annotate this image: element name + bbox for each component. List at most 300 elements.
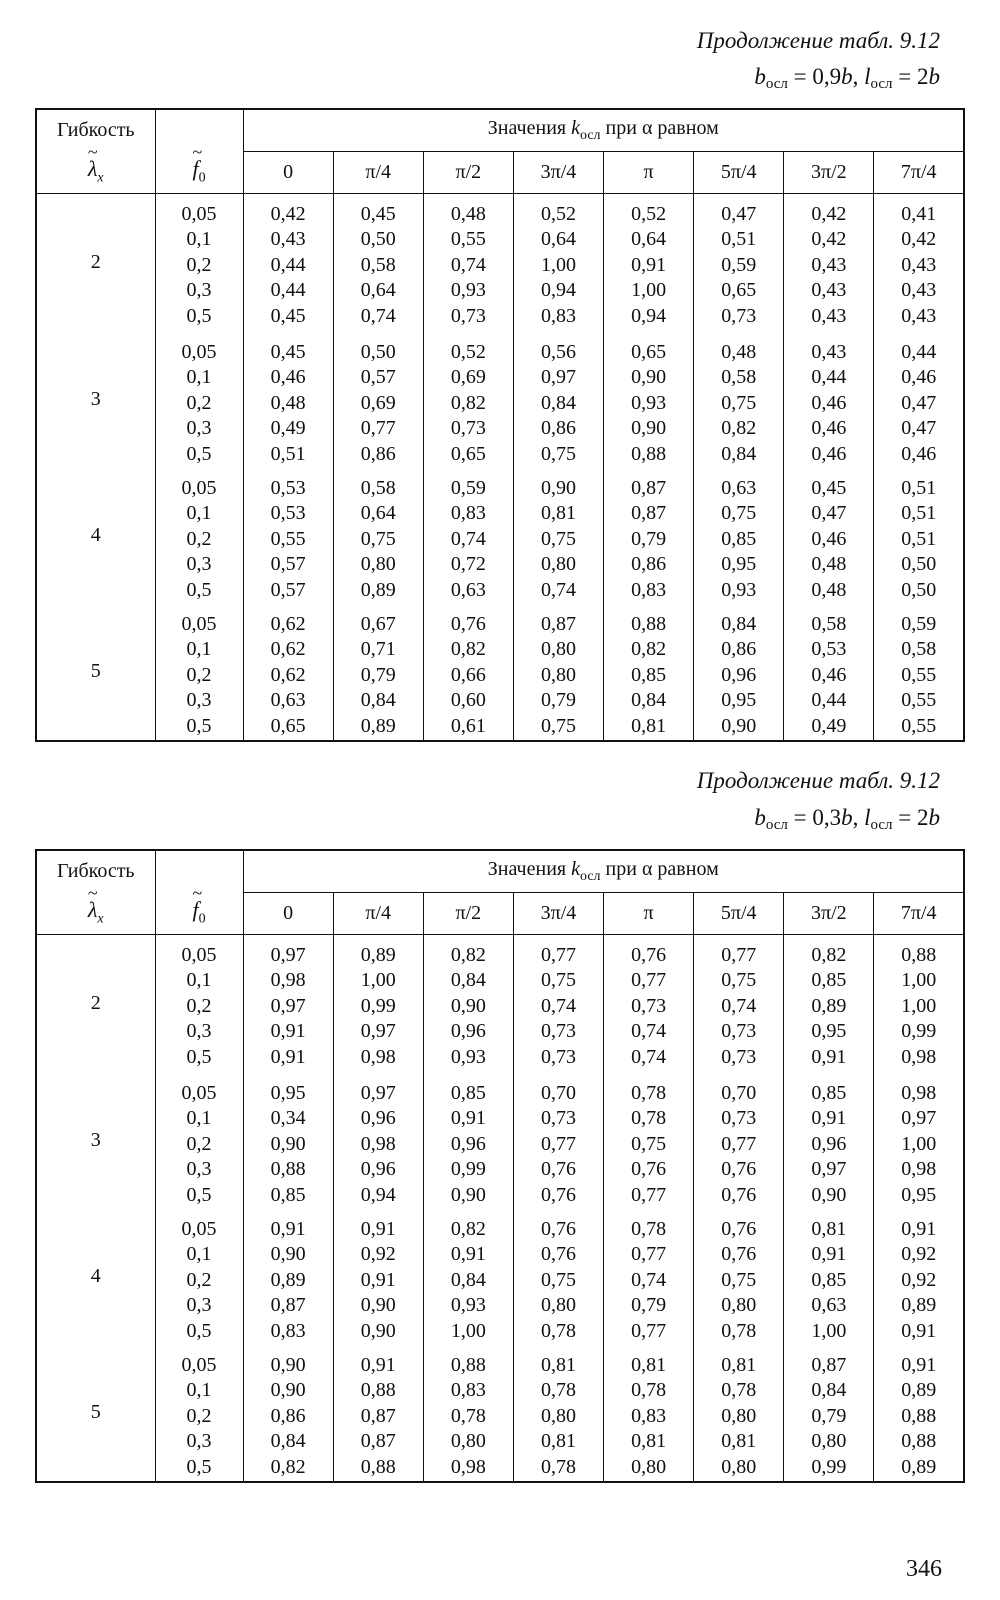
k-values-column — [784, 332, 874, 468]
flexibility-value: 5 — [36, 1345, 155, 1482]
table-parameters: $b_{осл} = 0,3b$, $l_{осл} = 2b$ — [754, 805, 940, 833]
table-cell: 0,75 — [540, 1268, 576, 1291]
table-cell: 0,94 — [540, 279, 576, 301]
table-cell: 0,75 — [721, 391, 757, 414]
k-values-column — [243, 193, 333, 332]
table-cell: 1,00 — [450, 1319, 486, 1342]
table-cell: 0,76 — [631, 1158, 667, 1180]
table-cell: 0,82 — [450, 391, 486, 414]
table-cell: 0,3 — [186, 1430, 212, 1452]
table-cell: 0,50 — [901, 578, 937, 601]
k-values-column — [784, 193, 874, 332]
k-values-column — [694, 1345, 784, 1482]
table-cell: 0,99 — [901, 1020, 937, 1042]
table-cell: 0,2 — [186, 1132, 212, 1155]
table-cell: 0,80 — [631, 1455, 667, 1478]
table-cell: 0,90 — [450, 994, 486, 1017]
table-cell: 0,58 — [721, 366, 757, 388]
table-cell: 0,46 — [811, 442, 847, 465]
table-cell: 0,85 — [270, 1183, 306, 1206]
flexibility-value: 2 — [36, 193, 155, 332]
table-cell: 0,51 — [901, 502, 937, 524]
table-cell: 0,85 — [811, 969, 847, 991]
table-cell: 0,88 — [901, 943, 937, 966]
table-cell: 0,81 — [721, 1353, 757, 1376]
table-cell: 0,1 — [186, 1107, 212, 1129]
table-cell: 0,77 — [360, 417, 396, 439]
k-values-column — [513, 934, 603, 1073]
table-cell: 0,56 — [540, 340, 576, 363]
table-cell: 0,90 — [450, 1183, 486, 1206]
alpha-header-cell: 3π/4 — [513, 892, 603, 934]
f0-values — [155, 1073, 243, 1209]
table-row-group — [36, 332, 964, 468]
flexibility-value: 4 — [36, 468, 155, 604]
table-cell: 0,80 — [450, 1430, 486, 1452]
table-cell: 0,78 — [631, 1217, 667, 1240]
table-cell: 0,66 — [450, 663, 486, 686]
table-cell: 0,2 — [186, 527, 212, 550]
table-cell: 0,90 — [540, 476, 576, 499]
table-cell: 0,91 — [901, 1353, 937, 1376]
table-cell: 0,98 — [360, 1132, 396, 1155]
table-cell: 0,78 — [631, 1081, 667, 1104]
table-cell: 0,97 — [540, 366, 576, 388]
table-row-group — [36, 604, 964, 741]
table-cell: 0,77 — [540, 943, 576, 966]
table-cell: 0,78 — [721, 1379, 757, 1401]
table-cell: 0,74 — [540, 578, 576, 601]
table-parameters: $b_{осл} = 0,9b$, $l_{осл} = 2b$ — [754, 64, 940, 92]
table-cell: 0,83 — [270, 1319, 306, 1342]
table-cell: 0,62 — [270, 663, 306, 686]
table-cell: 0,58 — [360, 476, 396, 499]
table-cell: 0,58 — [360, 253, 396, 276]
table-cell: 0,1 — [186, 969, 212, 991]
k-values-column — [513, 1345, 603, 1482]
k-values-column — [874, 934, 964, 1073]
table-cell: 0,89 — [360, 578, 396, 601]
table-cell: 0,43 — [811, 340, 847, 363]
table-cell: 0,2 — [186, 994, 212, 1017]
table-cell: 0,05 — [181, 612, 217, 635]
table-cell: 0,1 — [186, 366, 212, 388]
table-cell: 0,5 — [186, 1045, 212, 1068]
table-cell: 0,57 — [270, 553, 306, 575]
table-cell: 0,87 — [360, 1430, 396, 1452]
table-cell: 0,77 — [540, 1132, 576, 1155]
table-cell: 0,76 — [540, 1217, 576, 1240]
table-cell: 0,55 — [901, 663, 937, 686]
k-values-column — [604, 1209, 694, 1345]
param-l-value: 2 — [917, 64, 929, 89]
k-values-column — [874, 332, 964, 468]
table-cell: 0,05 — [181, 943, 217, 966]
table-cell: 0,86 — [360, 442, 396, 465]
flexibility-value: 2 — [36, 934, 155, 1073]
table-cell: 0,75 — [721, 969, 757, 991]
table-cell: 0,92 — [901, 1243, 937, 1265]
table-cell: 0,2 — [186, 391, 212, 414]
k-values-column — [874, 1209, 964, 1345]
k-values-column — [423, 332, 513, 468]
table-cell: 0,73 — [721, 1107, 757, 1129]
table-cell: 0,86 — [631, 553, 667, 575]
table-cell: 0,83 — [540, 304, 576, 327]
table-cell: 0,73 — [540, 1045, 576, 1068]
table-cell: 0,76 — [540, 1243, 576, 1265]
table-cell: 0,2 — [186, 253, 212, 276]
table-cell: 0,74 — [721, 994, 757, 1017]
table-cell: 0,48 — [811, 578, 847, 601]
table-cell: 0,84 — [540, 391, 576, 414]
alpha-header-cell: π/2 — [423, 151, 513, 193]
table-cell: 0,86 — [721, 638, 757, 660]
table-cell: 0,91 — [270, 1217, 306, 1240]
k-values-column — [513, 332, 603, 468]
table-cell: 0,80 — [540, 553, 576, 575]
k-values-column — [243, 468, 333, 604]
table-cell: 0,81 — [721, 1430, 757, 1452]
k-values-column — [784, 468, 874, 604]
k-values-column — [784, 1345, 874, 1482]
table-cell: 0,88 — [631, 612, 667, 635]
table-cell: 0,90 — [270, 1243, 306, 1265]
table-cell: 0,1 — [186, 638, 212, 660]
table-cell: 0,84 — [721, 612, 757, 635]
k-values-column — [333, 1209, 423, 1345]
table-cell: 0,74 — [631, 1045, 667, 1068]
table-cell: 0,74 — [631, 1268, 667, 1291]
k-values-column — [604, 468, 694, 604]
table-cell: 0,46 — [811, 391, 847, 414]
table-cell: 0,96 — [811, 1132, 847, 1155]
table-cell: 0,85 — [811, 1268, 847, 1291]
k-values-column — [423, 604, 513, 741]
table-cell: 0,44 — [811, 689, 847, 711]
table-cell: 0,93 — [450, 1045, 486, 1068]
table-cell: 0,90 — [270, 1379, 306, 1401]
table-cell: 0,81 — [540, 1430, 576, 1452]
table-cell: 0,95 — [721, 553, 757, 575]
table-cell: 0,2 — [186, 663, 212, 686]
table-cell: 0,89 — [901, 1294, 937, 1316]
k-values-column — [423, 1209, 513, 1345]
table-cell: 0,89 — [270, 1268, 306, 1291]
table-cell: 0,92 — [360, 1243, 396, 1265]
table-cell: 0,78 — [631, 1379, 667, 1401]
table-cell: 0,91 — [811, 1243, 847, 1265]
table-cell: 0,65 — [450, 442, 486, 465]
table-cell: 0,74 — [540, 994, 576, 1017]
table-cell: 0,82 — [270, 1455, 306, 1478]
table-cell: 0,75 — [540, 969, 576, 991]
k-values-column — [423, 468, 513, 604]
table-row-group — [36, 934, 964, 1073]
table-cell: 0,95 — [721, 689, 757, 711]
table-cell: 0,84 — [811, 1379, 847, 1401]
table-cell: 0,88 — [360, 1379, 396, 1401]
k-values-column — [243, 1209, 333, 1345]
table-cell: 0,72 — [450, 553, 486, 575]
table-cell: 0,34 — [270, 1107, 306, 1129]
table-cell: 0,53 — [270, 502, 306, 524]
page-number: 346 — [906, 1556, 942, 1582]
table-cell: 0,81 — [631, 714, 667, 737]
table-cell: 0,87 — [270, 1294, 306, 1316]
table-cell: 0,83 — [631, 578, 667, 601]
table-cell: 0,99 — [360, 994, 396, 1017]
alpha-header-cell: 3π/4 — [513, 151, 603, 193]
table-cell: 0,90 — [631, 417, 667, 439]
table-cell: 0,1 — [186, 1379, 212, 1401]
table-cell: 0,65 — [721, 279, 757, 301]
header-f0: ~ $f_0$ — [155, 109, 243, 193]
table-cell: 1,00 — [901, 969, 937, 991]
table-cell: 0,90 — [631, 366, 667, 388]
flexibility-value: 3 — [36, 332, 155, 468]
table-cell: 0,75 — [540, 442, 576, 465]
table-cell: 0,70 — [721, 1081, 757, 1104]
table-cell: 0,48 — [721, 340, 757, 363]
table-cell: 0,79 — [540, 689, 576, 711]
table-cell: 0,59 — [901, 612, 937, 635]
table-cell: 0,46 — [811, 663, 847, 686]
table-cell: 0,96 — [450, 1132, 486, 1155]
table-cell: 0,92 — [901, 1268, 937, 1291]
table-cell: 0,59 — [721, 253, 757, 276]
table-cell: 0,47 — [721, 202, 757, 225]
k-values-column — [604, 1073, 694, 1209]
table-cell: 0,97 — [270, 994, 306, 1017]
table-cell: 0,89 — [901, 1379, 937, 1401]
table-cell: 0,75 — [540, 527, 576, 550]
table-cell: 0,77 — [631, 1243, 667, 1265]
table-cell: 0,96 — [721, 663, 757, 686]
table-cell: 0,77 — [631, 1319, 667, 1342]
table-cell: 0,91 — [450, 1107, 486, 1129]
table-cell: 0,5 — [186, 714, 212, 737]
table-cell: 0,44 — [270, 279, 306, 301]
k-values-column — [243, 604, 333, 741]
table-cell: 0,88 — [270, 1158, 306, 1180]
table-cell: 0,81 — [540, 502, 576, 524]
table-cell: 0,64 — [631, 228, 667, 250]
table-cell: 0,91 — [811, 1107, 847, 1129]
table-cell: 0,78 — [721, 1319, 757, 1342]
table-cell: 0,88 — [901, 1404, 937, 1427]
table-cell: 0,80 — [721, 1455, 757, 1478]
table-cell: 0,96 — [450, 1020, 486, 1042]
table-cell: 0,3 — [186, 553, 212, 575]
table-cell: 0,1 — [186, 502, 212, 524]
table-cell: 0,74 — [631, 1020, 667, 1042]
data-table — [35, 108, 965, 742]
table-cell: 0,95 — [811, 1020, 847, 1042]
k-values-column — [423, 1345, 513, 1482]
table-cell: 0,77 — [631, 1183, 667, 1206]
table-cell: 0,43 — [270, 228, 306, 250]
alpha-header-cell: π/4 — [333, 892, 423, 934]
table-cell: 0,98 — [901, 1158, 937, 1180]
table-cell: 0,45 — [270, 304, 306, 327]
table-cell: 0,94 — [360, 1183, 396, 1206]
table-cell: 0,55 — [270, 527, 306, 550]
table-cell: 0,91 — [901, 1217, 937, 1240]
table-cell: 0,82 — [721, 417, 757, 439]
alpha-header-cell: 5π/4 — [694, 151, 784, 193]
table-cell: 0,44 — [811, 366, 847, 388]
table-cell: 0,95 — [270, 1081, 306, 1104]
alpha-header-cell: 5π/4 — [694, 892, 784, 934]
k-values-column — [333, 332, 423, 468]
table-cell: 0,2 — [186, 1404, 212, 1427]
k-values-column — [784, 1209, 874, 1345]
k-values-column — [243, 934, 333, 1073]
table-cell: 0,64 — [540, 228, 576, 250]
table-cell: 0,97 — [360, 1081, 396, 1104]
k-values-column — [694, 604, 784, 741]
table-cell: 0,91 — [270, 1045, 306, 1068]
table-cell: 0,85 — [721, 527, 757, 550]
table-cell: 0,87 — [540, 612, 576, 635]
table-cell: 1,00 — [811, 1319, 847, 1342]
table-cell: 0,67 — [360, 612, 396, 635]
table-cell: 0,48 — [811, 553, 847, 575]
k-values-column — [243, 332, 333, 468]
table-cell: 0,84 — [721, 442, 757, 465]
table-cell: 0,89 — [811, 994, 847, 1017]
table-body — [36, 934, 964, 1482]
table-cell: 0,79 — [360, 663, 396, 686]
flexibility-value: 3 — [36, 1073, 155, 1209]
k-values-column — [423, 1073, 513, 1209]
k-values-column — [333, 1073, 423, 1209]
k-values-column — [333, 934, 423, 1073]
table-cell: 0,80 — [721, 1404, 757, 1427]
table-cell: 0,99 — [811, 1455, 847, 1478]
f0-values — [155, 332, 243, 468]
table-cell: 0,98 — [901, 1045, 937, 1068]
k-values-column — [243, 1073, 333, 1209]
table-cell: 0,48 — [270, 391, 306, 414]
alpha-header-cell: π — [604, 892, 694, 934]
table-cell: 0,62 — [270, 638, 306, 660]
f0-values — [155, 934, 243, 1073]
table-row-group — [36, 1073, 964, 1209]
k-values-column — [694, 1209, 784, 1345]
k-values-column — [784, 604, 874, 741]
table-cell: 0,3 — [186, 1294, 212, 1316]
table-cell: 0,05 — [181, 340, 217, 363]
table-cell: 0,75 — [721, 1268, 757, 1291]
header-values: Значения $k_{осл}$ при α равном — [243, 850, 964, 892]
table-cell: 0,88 — [360, 1455, 396, 1478]
table-cell: 0,81 — [631, 1430, 667, 1452]
f0-values — [155, 604, 243, 741]
table-cell: 0,98 — [901, 1081, 937, 1104]
table-cell: 0,94 — [631, 304, 667, 327]
f0-values — [155, 1209, 243, 1345]
table-cell: 0,89 — [901, 1455, 937, 1478]
k-values-column — [423, 193, 513, 332]
table-cell: 0,88 — [450, 1353, 486, 1376]
table-cell: 0,90 — [721, 714, 757, 737]
table-cell: 0,57 — [360, 366, 396, 388]
table-cell: 0,75 — [540, 714, 576, 737]
table-cell: 0,53 — [811, 638, 847, 660]
table-cell: 0,63 — [270, 689, 306, 711]
table-cell: 0,99 — [450, 1158, 486, 1180]
table-row-group — [36, 1209, 964, 1345]
k-values-column — [513, 604, 603, 741]
table-cell: 0,2 — [186, 1268, 212, 1291]
table-cell: 0,52 — [631, 202, 667, 225]
param-b-value: 0,3 — [812, 805, 842, 830]
table-cell: 0,55 — [450, 228, 486, 250]
table-cell: 0,61 — [450, 714, 486, 737]
header-flexibility: Гибкость ~ $\lambda_x$ — [36, 109, 155, 193]
table-continuation-caption: Продолжение табл. 9.12 — [696, 768, 940, 793]
table-cell: 0,82 — [450, 943, 486, 966]
table-cell: 0,05 — [181, 1081, 217, 1104]
table-cell: 0,5 — [186, 578, 212, 601]
table-cell: 0,45 — [360, 202, 396, 225]
k-values-column — [243, 1345, 333, 1482]
table-cell: 0,64 — [360, 279, 396, 301]
table-cell: 0,86 — [540, 417, 576, 439]
table-cell: 0,87 — [631, 502, 667, 524]
table-cell: 0,74 — [360, 304, 396, 327]
param-b-value: 0,9 — [812, 64, 842, 89]
header-flexibility: Гибкость ~ $\lambda_x$ — [36, 850, 155, 934]
table-cell: 0,82 — [450, 638, 486, 660]
table-cell: 0,93 — [450, 1294, 486, 1316]
k-values-column — [874, 193, 964, 332]
table-cell: 0,3 — [186, 417, 212, 439]
k-values-column — [423, 934, 513, 1073]
table-cell: 1,00 — [901, 994, 937, 1017]
k-values-column — [513, 468, 603, 604]
table-cell: 0,62 — [270, 612, 306, 635]
table-cell: 0,1 — [186, 228, 212, 250]
table-cell: 0,73 — [450, 417, 486, 439]
table-cell: 0,80 — [540, 638, 576, 660]
table-cell: 0,73 — [540, 1107, 576, 1129]
table-row-group — [36, 193, 964, 332]
table-cell: 0,87 — [811, 1353, 847, 1376]
table-cell: 0,1 — [186, 1243, 212, 1265]
table-cell: 0,73 — [631, 994, 667, 1017]
table-cell: 0,44 — [901, 340, 937, 363]
table-cell: 0,87 — [631, 476, 667, 499]
table-cell: 0,51 — [901, 527, 937, 550]
table-cell: 0,88 — [901, 1430, 937, 1452]
table-cell: 1,00 — [631, 279, 667, 301]
table-cell: 0,58 — [901, 638, 937, 660]
table-cell: 0,80 — [721, 1294, 757, 1316]
table-cell: 0,85 — [450, 1081, 486, 1104]
table-cell: 0,43 — [811, 304, 847, 327]
table-cell: 0,83 — [450, 1379, 486, 1401]
table-cell: 0,51 — [721, 228, 757, 250]
table-cell: 0,45 — [811, 476, 847, 499]
table-cell: 0,97 — [901, 1107, 937, 1129]
table-cell: 0,98 — [270, 969, 306, 991]
table-cell: 0,73 — [721, 1045, 757, 1068]
k-values-column — [874, 604, 964, 741]
table-cell: 0,63 — [811, 1294, 847, 1316]
